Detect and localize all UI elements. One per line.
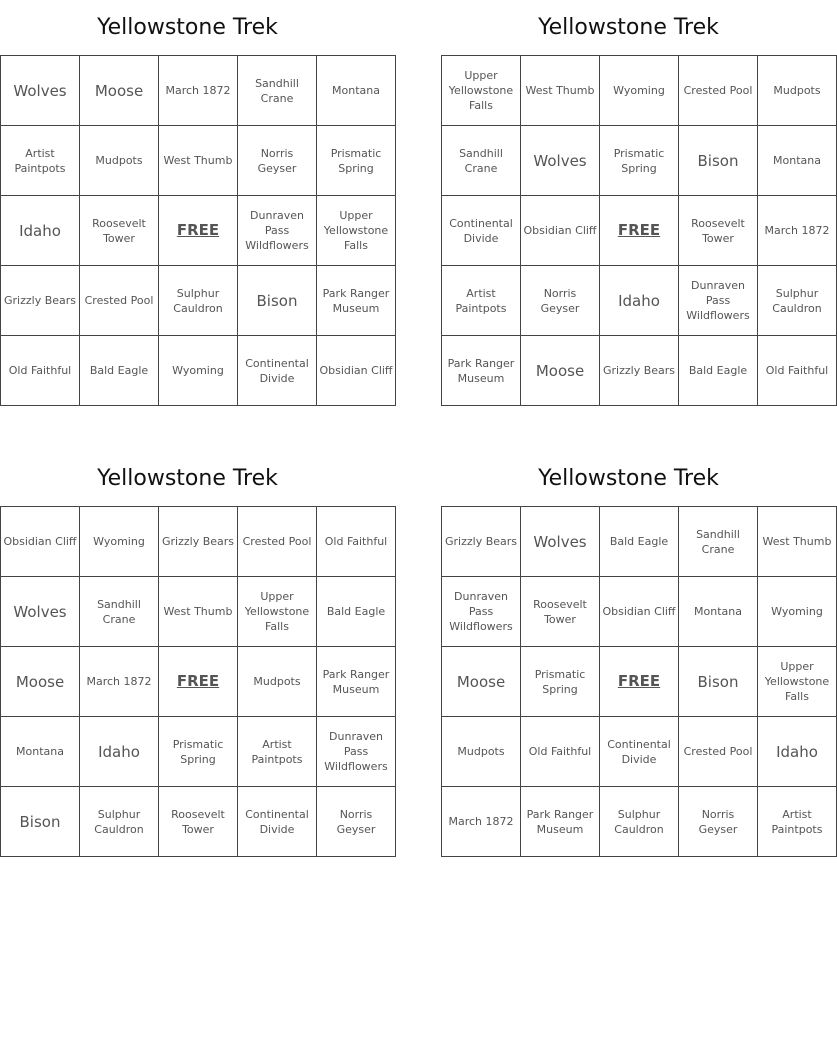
bingo-cell: Norris Geyser bbox=[679, 787, 758, 857]
bingo-cell: Norris Geyser bbox=[317, 787, 396, 857]
bingo-cell: Idaho bbox=[1, 196, 80, 266]
bingo-cell: Artist Paintpots bbox=[1, 126, 80, 196]
bingo-cell: Montana bbox=[1, 717, 80, 787]
grid-row bbox=[442, 507, 837, 577]
bingo-card-4 bbox=[441, 451, 832, 857]
bingo-cell: Moose bbox=[521, 336, 600, 406]
bingo-cell: March 1872 bbox=[442, 787, 521, 857]
free-space: FREE bbox=[159, 196, 238, 266]
bingo-cell: Sulphur Cauldron bbox=[80, 787, 159, 857]
bingo-cell: Park Ranger Museum bbox=[521, 787, 600, 857]
bingo-cell: Sandhill Crane bbox=[442, 126, 521, 196]
grid-row bbox=[442, 266, 837, 336]
grid-row bbox=[1, 647, 396, 717]
bingo-cell: Dunraven Pass Wildflowers bbox=[317, 717, 396, 787]
bingo-cell: Roosevelt Tower bbox=[159, 787, 238, 857]
bingo-card-1 bbox=[0, 0, 393, 406]
bingo-cell: Wyoming bbox=[758, 577, 837, 647]
grid-row bbox=[442, 787, 837, 857]
bingo-cell: Bison bbox=[679, 126, 758, 196]
grid-row bbox=[1, 787, 396, 857]
bingo-cell: Prismatic Spring bbox=[159, 717, 238, 787]
bingo-grid bbox=[441, 506, 837, 857]
bingo-card-2 bbox=[441, 0, 830, 406]
bingo-cell: Idaho bbox=[758, 717, 837, 787]
bingo-cell: Wolves bbox=[1, 577, 80, 647]
bingo-cell: Roosevelt Tower bbox=[80, 196, 159, 266]
bingo-cell: Sulphur Cauldron bbox=[758, 266, 837, 336]
bingo-cell: Grizzly Bears bbox=[159, 507, 238, 577]
bingo-cell: Obsidian Cliff bbox=[600, 577, 679, 647]
bingo-cell: Park Ranger Museum bbox=[317, 266, 396, 336]
bingo-cell: Mudpots bbox=[80, 126, 159, 196]
bingo-cell: Bald Eagle bbox=[317, 577, 396, 647]
bingo-cell: Obsidian Cliff bbox=[317, 336, 396, 406]
bingo-cell: Sulphur Cauldron bbox=[600, 787, 679, 857]
bingo-cell: Norris Geyser bbox=[521, 266, 600, 336]
bingo-grid bbox=[441, 55, 837, 406]
card-title: Yellowstone Trek bbox=[538, 15, 719, 40]
grid-row bbox=[1, 196, 396, 266]
grid-row bbox=[1, 507, 396, 577]
grid-row bbox=[442, 56, 837, 126]
grid-row bbox=[442, 336, 837, 406]
bingo-cell: Wolves bbox=[521, 507, 600, 577]
bingo-cell: Upper Yellowstone Falls bbox=[442, 56, 521, 126]
bingo-cell: Bison bbox=[1, 787, 80, 857]
grid-row bbox=[442, 577, 837, 647]
bingo-cell: Montana bbox=[679, 577, 758, 647]
bingo-cell: Prismatic Spring bbox=[600, 126, 679, 196]
bingo-card-3 bbox=[0, 451, 390, 857]
bingo-cell: Mudpots bbox=[238, 647, 317, 717]
bingo-cell: Continental Divide bbox=[238, 336, 317, 406]
grid-row bbox=[442, 196, 837, 266]
bingo-grid bbox=[0, 55, 396, 406]
bingo-cell: Wyoming bbox=[159, 336, 238, 406]
bingo-cell: Wolves bbox=[1, 56, 80, 126]
bingo-cell: Wyoming bbox=[600, 56, 679, 126]
bingo-cell: Moose bbox=[442, 647, 521, 717]
bingo-cell: Obsidian Cliff bbox=[1, 507, 80, 577]
bingo-cell: Crested Pool bbox=[238, 507, 317, 577]
bingo-cell: Artist Paintpots bbox=[758, 787, 837, 857]
grid-row bbox=[442, 126, 837, 196]
bingo-cell: Sulphur Cauldron bbox=[159, 266, 238, 336]
bingo-cell: Old Faithful bbox=[521, 717, 600, 787]
bingo-cell: March 1872 bbox=[159, 56, 238, 126]
bingo-cell: Bald Eagle bbox=[679, 336, 758, 406]
grid-row bbox=[1, 717, 396, 787]
bingo-cell: Montana bbox=[317, 56, 396, 126]
bingo-cell: Upper Yellowstone Falls bbox=[758, 647, 837, 717]
bingo-cell: Old Faithful bbox=[758, 336, 837, 406]
bingo-cell: Park Ranger Museum bbox=[442, 336, 521, 406]
bingo-cell: Roosevelt Tower bbox=[521, 577, 600, 647]
grid-row bbox=[1, 577, 396, 647]
bingo-cell: Bison bbox=[238, 266, 317, 336]
bingo-cell: West Thumb bbox=[159, 577, 238, 647]
bingo-cell: Grizzly Bears bbox=[1, 266, 80, 336]
card-title: Yellowstone Trek bbox=[97, 466, 278, 491]
free-space: FREE bbox=[600, 647, 679, 717]
bingo-cell: Grizzly Bears bbox=[442, 507, 521, 577]
card-title: Yellowstone Trek bbox=[97, 15, 278, 40]
bingo-cell: Obsidian Cliff bbox=[521, 196, 600, 266]
grid-row bbox=[1, 126, 396, 196]
bingo-cell: Norris Geyser bbox=[238, 126, 317, 196]
bingo-cell: Upper Yellowstone Falls bbox=[317, 196, 396, 266]
bingo-cell: Dunraven Pass Wildflowers bbox=[442, 577, 521, 647]
bingo-cell: Upper Yellowstone Falls bbox=[238, 577, 317, 647]
bingo-cell: Sandhill Crane bbox=[80, 577, 159, 647]
bingo-cell: Prismatic Spring bbox=[317, 126, 396, 196]
bingo-cell: Artist Paintpots bbox=[442, 266, 521, 336]
grid-row bbox=[1, 266, 396, 336]
bingo-cell: Bald Eagle bbox=[80, 336, 159, 406]
bingo-cell: Idaho bbox=[80, 717, 159, 787]
bingo-cell: March 1872 bbox=[758, 196, 837, 266]
bingo-cell: Grizzly Bears bbox=[600, 336, 679, 406]
bingo-cell: Bald Eagle bbox=[600, 507, 679, 577]
bingo-cell: Continental Divide bbox=[238, 787, 317, 857]
bingo-cell: West Thumb bbox=[159, 126, 238, 196]
bingo-cell: Idaho bbox=[600, 266, 679, 336]
bingo-cell: Dunraven Pass Wildflowers bbox=[679, 266, 758, 336]
bingo-cell: Roosevelt Tower bbox=[679, 196, 758, 266]
grid-row bbox=[442, 717, 837, 787]
bingo-cell: Continental Divide bbox=[442, 196, 521, 266]
bingo-cell: Crested Pool bbox=[679, 56, 758, 126]
bingo-cell: Wyoming bbox=[80, 507, 159, 577]
bingo-cell: West Thumb bbox=[521, 56, 600, 126]
bingo-cell: Mudpots bbox=[442, 717, 521, 787]
bingo-cell: Moose bbox=[1, 647, 80, 717]
bingo-cell: Montana bbox=[758, 126, 837, 196]
bingo-cell: Crested Pool bbox=[679, 717, 758, 787]
bingo-cell: Bison bbox=[679, 647, 758, 717]
bingo-cell: Artist Paintpots bbox=[238, 717, 317, 787]
bingo-cell: Old Faithful bbox=[1, 336, 80, 406]
grid-row bbox=[1, 56, 396, 126]
bingo-cell: Mudpots bbox=[758, 56, 837, 126]
card-title: Yellowstone Trek bbox=[538, 466, 719, 491]
grid-row bbox=[1, 336, 396, 406]
grid-row bbox=[442, 647, 837, 717]
bingo-cell: Prismatic Spring bbox=[521, 647, 600, 717]
bingo-cell: Crested Pool bbox=[80, 266, 159, 336]
bingo-cell: Old Faithful bbox=[317, 507, 396, 577]
bingo-grid bbox=[0, 506, 396, 857]
bingo-cell: March 1872 bbox=[80, 647, 159, 717]
bingo-cell: Dunraven Pass Wildflowers bbox=[238, 196, 317, 266]
bingo-cell: Continental Divide bbox=[600, 717, 679, 787]
bingo-cell: Sandhill Crane bbox=[679, 507, 758, 577]
bingo-cell: West Thumb bbox=[758, 507, 837, 577]
bingo-cell: Sandhill Crane bbox=[238, 56, 317, 126]
bingo-cell: Wolves bbox=[521, 126, 600, 196]
free-space: FREE bbox=[600, 196, 679, 266]
bingo-cell: Park Ranger Museum bbox=[317, 647, 396, 717]
bingo-cell: Moose bbox=[80, 56, 159, 126]
free-space: FREE bbox=[159, 647, 238, 717]
